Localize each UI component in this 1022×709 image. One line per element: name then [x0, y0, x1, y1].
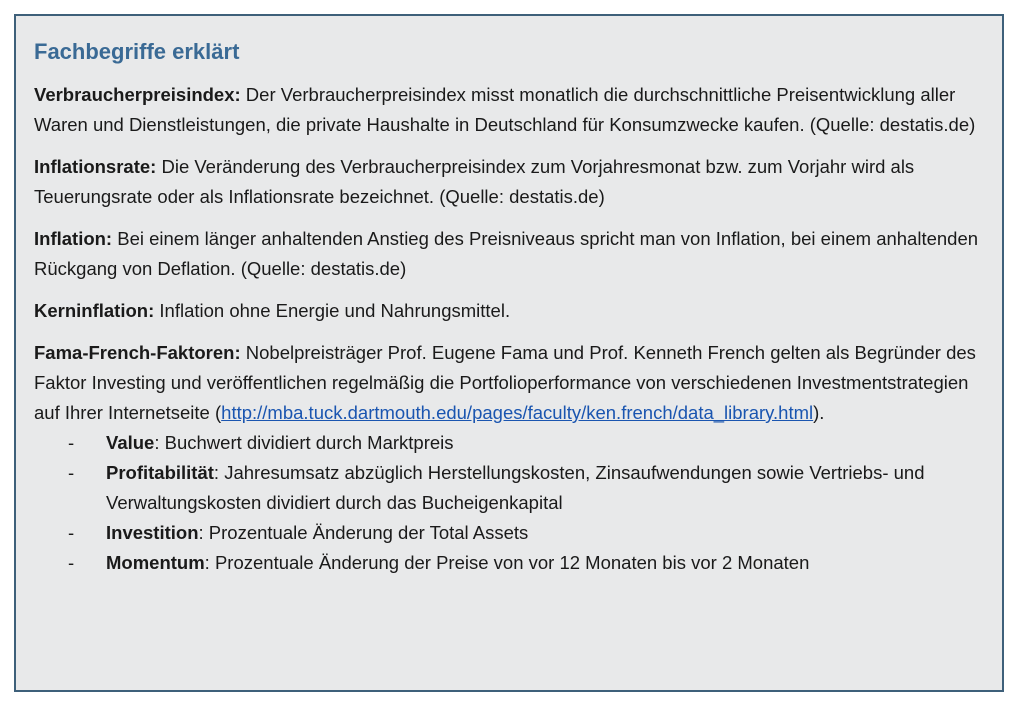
term-definition: Die Veränderung des Verbraucherpreisindex zum Vorjahresmonat bzw. zum Vorjahr wird als Teuerungsrate oder als Inflationsrate bezeichnet. (Quelle: destatis.de) — [34, 156, 915, 207]
entry-verbraucherpreisindex — [34, 80, 984, 140]
list-dash: - — [68, 432, 75, 453]
factor-name: Momentum — [106, 552, 205, 573]
term-label: Fama-French-Faktoren: — [34, 342, 241, 363]
factor-name: Investition — [106, 522, 199, 543]
list-dash: - — [68, 462, 75, 483]
term-label: Kerninflation: — [34, 300, 155, 321]
term-definition-end: ). — [813, 402, 825, 423]
entry-kerninflation — [34, 296, 984, 326]
term-definition: Der Verbraucherpreisindex misst monatlich die durchschnittliche Preisentwicklung aller Waren und Dienstleistungen, die private Haushalte in Deutschland für Konsumzwecke kaufen. (Quelle: destatis.de) — [34, 84, 976, 135]
list-dash: - — [68, 522, 75, 543]
factor-item-profitabilitaet — [34, 458, 984, 518]
term-definition: Nobelpreisträger Prof. Eugene Fama und Prof. Kenneth French gelten als Begründer des Faktor Investing und veröffentlichen regelmäßig die Portfolioperformance von verschiedenen Investmentstrategien auf Ihrer Internetseite ( — [34, 342, 976, 423]
factor-description: : Prozentuale Änderung der Total Assets — [198, 522, 529, 543]
glossary-box — [14, 14, 1004, 692]
term-definition: Bei einem länger anhaltenden Anstieg des Preisniveaus spricht man von Inflation, bei einem anhaltenden Rückgang von Deflation. (Quelle: destatis.de) — [34, 228, 979, 279]
data-library-link[interactable]: http://mba.tuck.dartmouth.edu/pages/faculty/ken.french/data_library.html — [221, 402, 814, 423]
factor-description: : Prozentuale Änderung der Preise von vor 12 Monaten bis vor 2 Monaten — [204, 552, 810, 573]
entry-inflation — [34, 224, 984, 284]
term-label: Verbraucherpreisindex: — [34, 84, 241, 105]
factor-list — [34, 428, 984, 578]
term-label: Inflation: — [34, 228, 113, 249]
factor-description: : Jahresumsatz abzüglich Herstellungskosten, Zinsaufwendungen sowie Vertriebs- und Verwaltungskosten dividiert durch das Bucheigenkapital — [106, 462, 925, 513]
factor-item-investition — [34, 518, 984, 548]
factor-item-value — [34, 428, 984, 458]
term-definition: Inflation ohne Energie und Nahrungsmittel. — [154, 300, 511, 321]
factor-name: Value — [106, 432, 155, 453]
entry-fama-french — [34, 338, 984, 428]
term-label: Inflationsrate: — [34, 156, 157, 177]
factor-item-momentum — [34, 548, 984, 578]
glossary-title: Fachbegriffe erklärt — [34, 39, 240, 64]
factor-name: Profitabilität — [106, 462, 214, 483]
list-dash: - — [68, 552, 75, 573]
entry-inflationsrate — [34, 152, 984, 212]
factor-description: : Buchwert dividiert durch Marktpreis — [154, 432, 454, 453]
